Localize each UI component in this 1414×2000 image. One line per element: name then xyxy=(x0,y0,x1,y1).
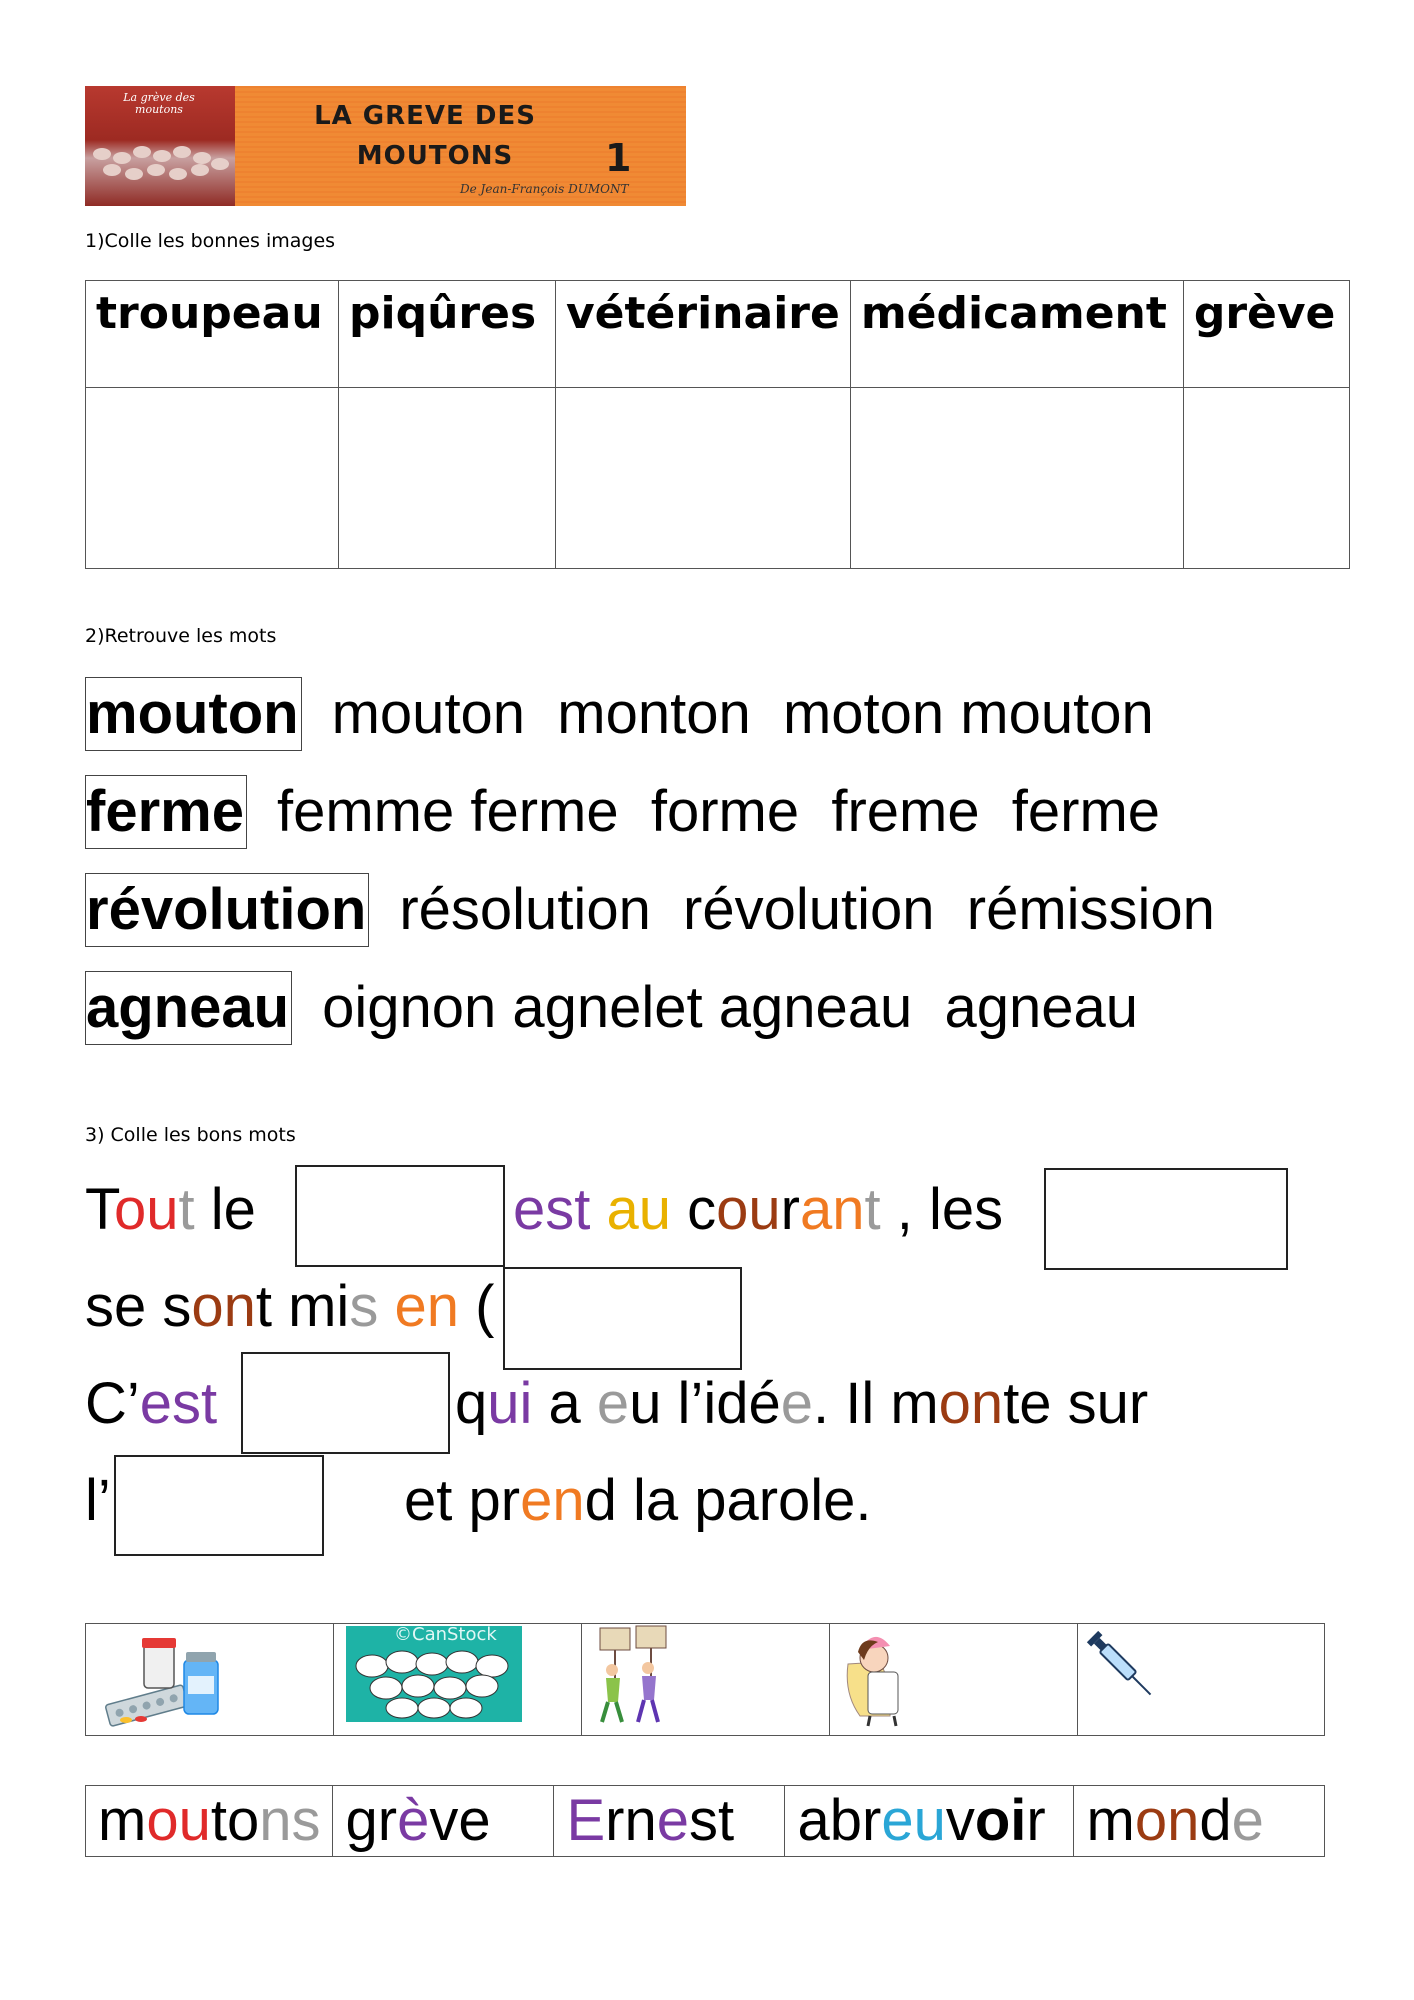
drop-cell-troupeau[interactable] xyxy=(86,388,339,569)
banner-number: 1 xyxy=(605,136,632,180)
veterinarian-icon xyxy=(830,1624,1077,1730)
word-row-1 xyxy=(85,677,1154,751)
exercise3-instruction: 3) Colle les bons mots xyxy=(85,1124,296,1146)
header-greve: grève xyxy=(1183,281,1349,388)
words-table xyxy=(85,1785,1325,1857)
sentence-line1-start: Tout le xyxy=(85,1177,256,1242)
header-piqures: piqûres xyxy=(339,281,556,388)
sentence-line1-end: est au courant , les xyxy=(513,1177,1004,1242)
drop-cell-greve[interactable] xyxy=(1183,388,1349,569)
word-card-moutons[interactable]: moutons xyxy=(86,1786,333,1857)
target-word: mouton xyxy=(85,677,302,751)
target-word: révolution xyxy=(85,873,369,947)
banner-title-line2: MOUTONS xyxy=(356,141,514,171)
word-card-abreuvoir[interactable]: abreuvoir xyxy=(785,1786,1074,1857)
header-troupeau: troupeau xyxy=(86,281,339,388)
word-options[interactable]: résolution révolution rémission xyxy=(399,877,1215,942)
drop-cell-medicament[interactable] xyxy=(850,388,1183,569)
exercise2-instruction: 2)Retrouve les mots xyxy=(85,625,277,647)
word-card-monde[interactable]: monde xyxy=(1074,1786,1325,1857)
word-card-greve[interactable]: grève xyxy=(333,1786,554,1857)
picture-strikers[interactable] xyxy=(582,1624,830,1736)
gap-box-5[interactable] xyxy=(114,1455,324,1556)
sheep-flock-icon xyxy=(334,1624,581,1730)
header-medicament: médicament xyxy=(850,281,1183,388)
banner-title xyxy=(275,96,575,176)
gap-box-1[interactable] xyxy=(295,1165,505,1267)
picture-veterinarian[interactable] xyxy=(830,1624,1078,1736)
pictures-table xyxy=(85,1623,1325,1736)
drop-cell-veterinaire[interactable] xyxy=(556,388,851,569)
sentence-line4-start: l’ xyxy=(85,1468,111,1533)
book-cover-image xyxy=(85,86,235,206)
sentence-line3-end: qui a eu l’idée. Il monte sur xyxy=(455,1371,1149,1436)
sentence-line2: se sont mis en ( xyxy=(85,1274,495,1339)
exercise1-instruction: 1)Colle les bonnes images xyxy=(85,230,336,252)
sentence-line3-start: C’est xyxy=(85,1371,218,1436)
picture-syringe[interactable] xyxy=(1078,1624,1325,1736)
medicine-icon xyxy=(86,1624,333,1730)
title-banner xyxy=(85,86,686,206)
sentence-line4-end: et prend la parole. xyxy=(404,1468,872,1533)
word-card-ernest[interactable]: Ernest xyxy=(554,1786,785,1857)
drop-cell-piqures[interactable] xyxy=(339,388,556,569)
word-row-3 xyxy=(85,873,1215,947)
target-word: agneau xyxy=(85,971,292,1045)
exercise1-table xyxy=(85,280,1350,569)
syringe-icon xyxy=(1078,1624,1323,1730)
strikers-icon xyxy=(582,1624,829,1730)
word-row-4 xyxy=(85,971,1138,1045)
word-options[interactable]: oignon agnelet agneau agneau xyxy=(322,975,1139,1040)
picture-medicine[interactable] xyxy=(86,1624,334,1736)
gap-box-4[interactable] xyxy=(241,1352,450,1454)
target-word: ferme xyxy=(85,775,247,849)
header-veterinaire: vétérinaire xyxy=(556,281,851,388)
canstock-watermark: ©CanStock xyxy=(394,1624,497,1645)
gap-box-2[interactable] xyxy=(1044,1168,1288,1270)
cover-caption: La grève des moutons xyxy=(123,91,195,116)
picture-sheep-flock[interactable] xyxy=(334,1624,582,1736)
banner-title-line1: LA GREVE DES xyxy=(314,101,536,131)
word-options[interactable]: femme ferme forme freme ferme xyxy=(276,779,1161,844)
gap-box-3[interactable] xyxy=(503,1267,742,1370)
word-options[interactable]: mouton monton moton mouton xyxy=(331,681,1154,746)
banner-author: De Jean-François DUMONT xyxy=(460,182,629,196)
word-row-2 xyxy=(85,775,1160,849)
